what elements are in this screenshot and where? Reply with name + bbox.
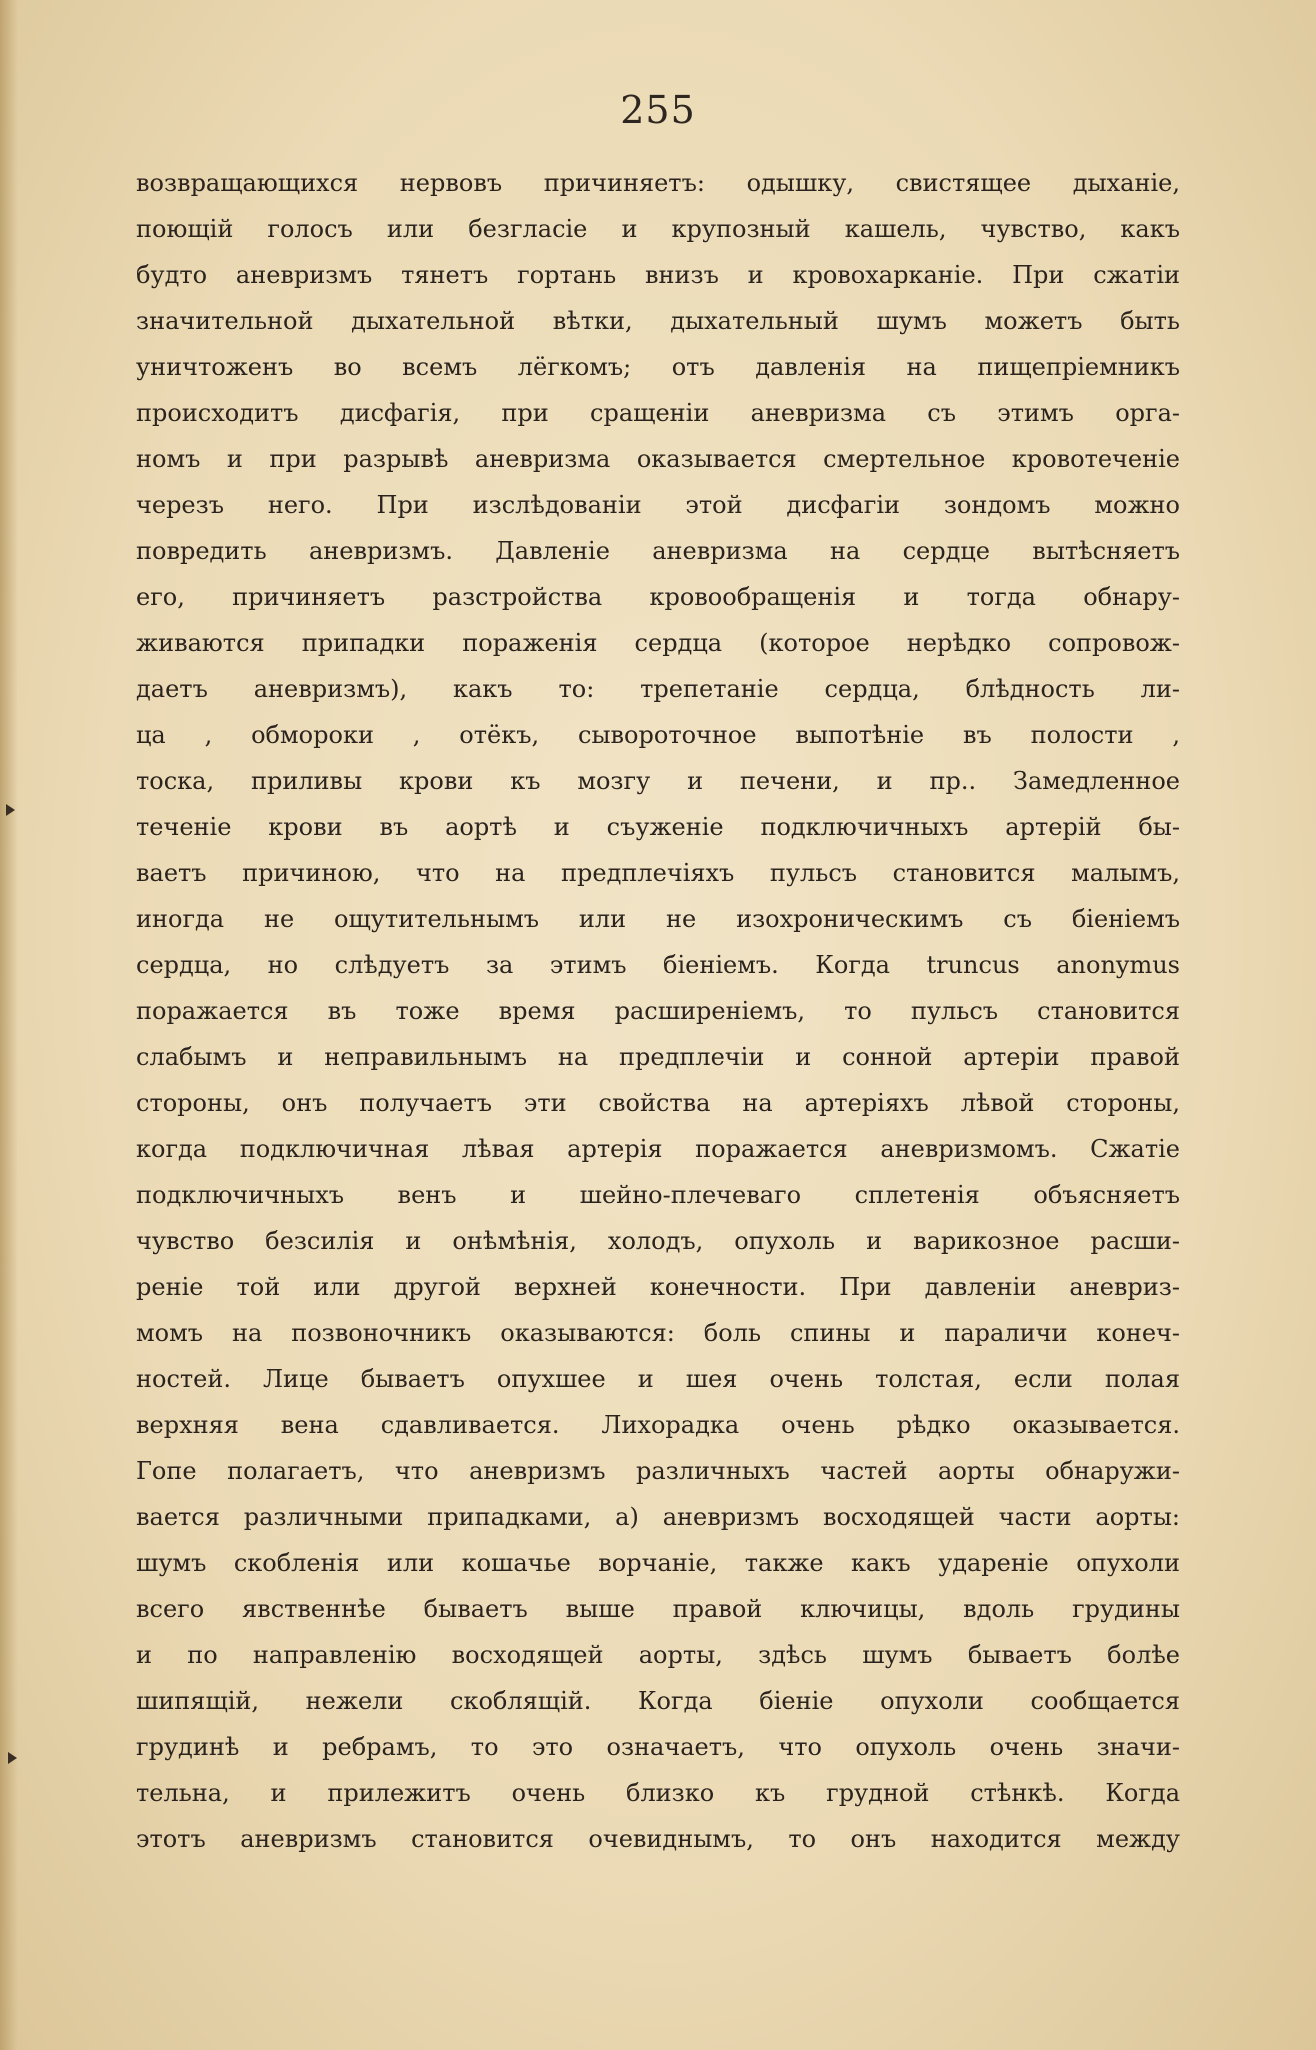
page-number: 255 <box>620 88 696 132</box>
text-line: поющій голосъ или безгласіе и крупозный кашель, чувство, какъ <box>136 215 1180 243</box>
margin-pointer-icon <box>6 804 15 816</box>
text-line: номъ и при разрывѣ аневризма оказывается смертельное кровотеченіе <box>136 445 1180 473</box>
text-line: вается различными припадками, а) аневризмъ восходящей части аорты: <box>136 1503 1180 1531</box>
text-line: чувство безсилія и онѣмѣнія, холодъ, опухоль и варикозное расши- <box>136 1227 1180 1255</box>
text-line: ца , обмороки , отёкъ, сывороточное выпотѣніе въ полости , <box>136 721 1180 749</box>
text-line: теченіе крови въ аортѣ и съуженіе подключичныхъ артерій бы- <box>136 813 1180 841</box>
text-line: будто аневризмъ тянетъ гортань внизъ и кровохарканіе. При сжатіи <box>136 261 1180 289</box>
text-line: повредить аневризмъ. Давленіе аневризма на сердце вытѣсняетъ <box>136 537 1180 565</box>
text-line: возвращающихся нервовъ причиняетъ: одышку, свистящее дыханіе, <box>136 169 1180 197</box>
text-line: всего явственнѣе бываетъ выше правой ключицы, вдоль грудины <box>136 1595 1180 1623</box>
text-line: иногда не ощутительнымъ или не изохроническимъ съ біеніемъ <box>136 905 1180 933</box>
text-line: ваетъ причиною, что на предплечіяхъ пульсъ становится малымъ, <box>136 859 1180 887</box>
text-line: грудинѣ и ребрамъ, то это означаетъ, что опухоль очень значи- <box>136 1733 1180 1761</box>
text-line: тоска, приливы крови къ мозгу и печени, и пр.. Замедленное <box>136 767 1180 795</box>
text-line: Гопе полагаетъ, что аневризмъ различныхъ частей аорты обнаружи- <box>136 1457 1180 1485</box>
text-line: момъ на позвоночникъ оказываются: боль спины и параличи конеч- <box>136 1319 1180 1347</box>
text-line: верхняя вена сдавливается. Лихорадка очень рѣдко оказывается. <box>136 1411 1180 1439</box>
text-line: слабымъ и неправильнымъ на предплечіи и сонной артеріи правой <box>136 1043 1180 1071</box>
body-text <box>136 160 1180 1862</box>
text-line: шумъ скобленія или кошачье ворчаніе, также какъ удареніе опухоли <box>136 1549 1180 1577</box>
text-line: живаются припадки пораженія сердца (которое нерѣдко сопровож- <box>136 629 1180 657</box>
text-line: сердца, но слѣдуетъ за этимъ біеніемъ. Когда truncus anonymus <box>136 951 1180 979</box>
text-line: когда подключичная лѣвая артерія поражается аневризмомъ. Сжатіе <box>136 1135 1180 1163</box>
text-line: этотъ аневризмъ становится очевиднымъ, то онъ находится между <box>136 1825 1180 1853</box>
margin-pointer-icon <box>8 1752 17 1764</box>
text-line: поражается въ тоже время расширеніемъ, то пульсъ становится <box>136 997 1180 1025</box>
text-line: происходитъ дисфагія, при сращеніи аневризма съ этимъ орга- <box>136 399 1180 427</box>
text-line: ностей. Лице бываетъ опухшее и шея очень толстая, если полая <box>136 1365 1180 1393</box>
page-edge-shadow <box>0 0 18 2050</box>
text-line: реніе той или другой верхней конечности. При давленіи аневриз- <box>136 1273 1180 1301</box>
text-line: подключичныхъ венъ и шейно-плечеваго сплетенія объясняетъ <box>136 1181 1180 1209</box>
text-line: даетъ аневризмъ), какъ то: трепетаніе сердца, блѣдность ли- <box>136 675 1180 703</box>
text-line: его, причиняетъ разстройства кровообращенія и тогда обнару- <box>136 583 1180 611</box>
text-line: тельна, и прилежитъ очень близко къ грудной стѣнкѣ. Когда <box>136 1779 1180 1807</box>
text-line: шипящій, нежели скоблящій. Когда біеніе опухоли сообщается <box>136 1687 1180 1715</box>
text-line: значительной дыхательной вѣтки, дыхательный шумъ можетъ быть <box>136 307 1180 335</box>
text-line: и по направленію восходящей аорты, здѣсь шумъ бываетъ болѣе <box>136 1641 1180 1669</box>
text-line: черезъ него. При изслѣдованіи этой дисфагіи зондомъ можно <box>136 491 1180 519</box>
text-line: уничтоженъ во всемъ лёгкомъ; отъ давленія на пищепріемникъ <box>136 353 1180 381</box>
text-line: стороны, онъ получаетъ эти свойства на артеріяхъ лѣвой стороны, <box>136 1089 1180 1117</box>
